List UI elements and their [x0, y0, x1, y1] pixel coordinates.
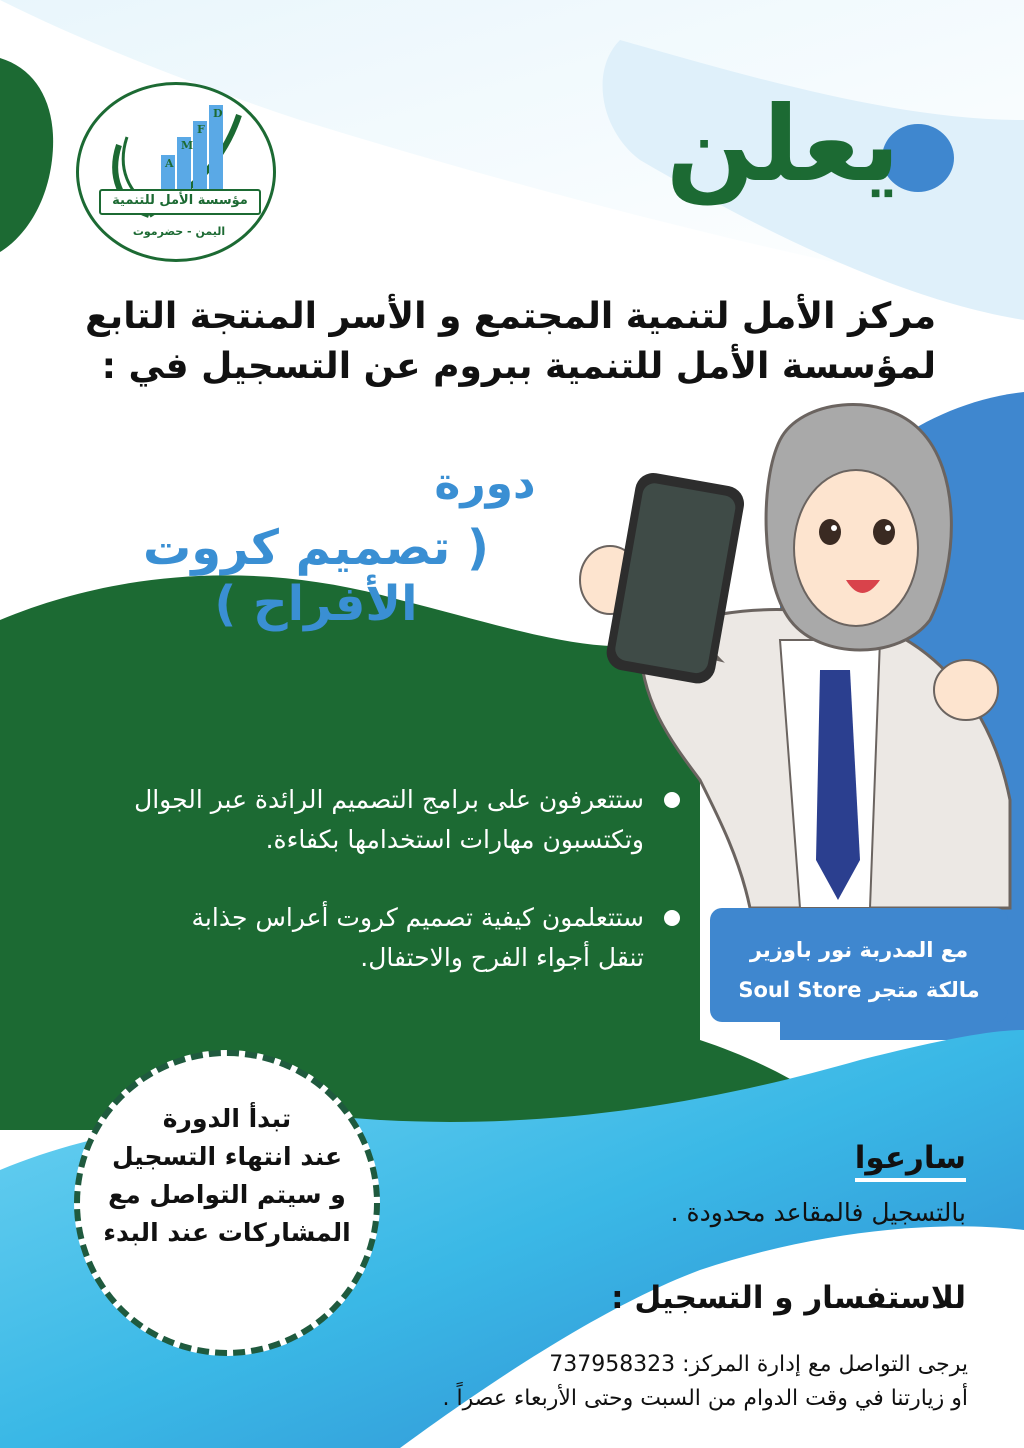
- left-eye: [819, 519, 841, 545]
- bullet-1-line-1: ستتعرفون على برامج التصميم الرائدة عبر الجوال: [134, 785, 644, 814]
- headline-line-2: لمؤسسة الأمل للتنمية ببروم عن التسجيل في :: [101, 346, 936, 387]
- course-label: دورة: [434, 458, 536, 509]
- logo-org-name: مؤسسة الأمل للتنمية: [99, 189, 261, 215]
- trainer-name: مع المدربة نور باوزير: [749, 938, 969, 962]
- top-left-green-blob: [0, 58, 53, 252]
- announce-title: يعلن: [666, 83, 900, 205]
- bullet-dot-icon: [664, 910, 680, 926]
- contact-phone-line: يرجى التواصل مع إدارة المركز: 737958323: [549, 1352, 968, 1377]
- bullet-item-2: [30, 898, 680, 978]
- bullet-item-1: [30, 780, 680, 860]
- trainer-store: مالكة متجر Soul Store: [738, 978, 980, 1002]
- inquiry-title: للاستفسار و التسجيل :: [611, 1280, 966, 1322]
- right-eye: [873, 519, 895, 545]
- start-note-text: [80, 1100, 374, 1252]
- rush-title: سارعوا: [855, 1140, 966, 1182]
- organization-logo: [76, 82, 276, 262]
- fist: [934, 660, 998, 720]
- bullet-2-line-1: ستتعلمون كيفية تصميم كروت أعراس جذابة: [191, 903, 644, 932]
- logo-letter-a: A: [165, 157, 174, 170]
- logo-letter-f: F: [197, 123, 205, 136]
- start-note-line-2: عند انتهاء التسجيل: [111, 1142, 343, 1171]
- start-note-circle: [74, 1050, 380, 1356]
- logo-graphic: [79, 85, 279, 265]
- headline-line-1: مركز الأمل لتنمية المجتمع و الأسر المنتجة التابع: [85, 296, 936, 337]
- face: [794, 470, 918, 626]
- start-note-line-4: المشاركات عند البدء: [103, 1218, 351, 1247]
- bullet-2-line-2: تنقل أجواء الفرح والاحتفال.: [360, 943, 644, 972]
- logo-location: اليمن - حضرموت: [132, 225, 226, 238]
- bullet-dot-icon: [664, 792, 680, 808]
- logo-letter-d: D: [213, 107, 223, 120]
- contact-hours-line: أو زيارتنا في وقت الدوام من السبت وحتى الأربعاء عصراً .: [442, 1386, 968, 1411]
- logo-letter-m: M: [181, 139, 194, 152]
- course-title: ( تصميم كروت الأفراح ): [143, 520, 489, 632]
- rush-body: بالتسجيل فالمقاعد محدودة .: [670, 1198, 966, 1227]
- bullet-1-line-2: وتكتسبون مهارات استخدامها بكفاءة.: [265, 825, 644, 854]
- trainer-box: [710, 908, 1008, 1022]
- start-note-line-3: و سيتم التواصل مع: [108, 1180, 346, 1209]
- start-note-line-1: تبدأ الدورة: [162, 1104, 292, 1133]
